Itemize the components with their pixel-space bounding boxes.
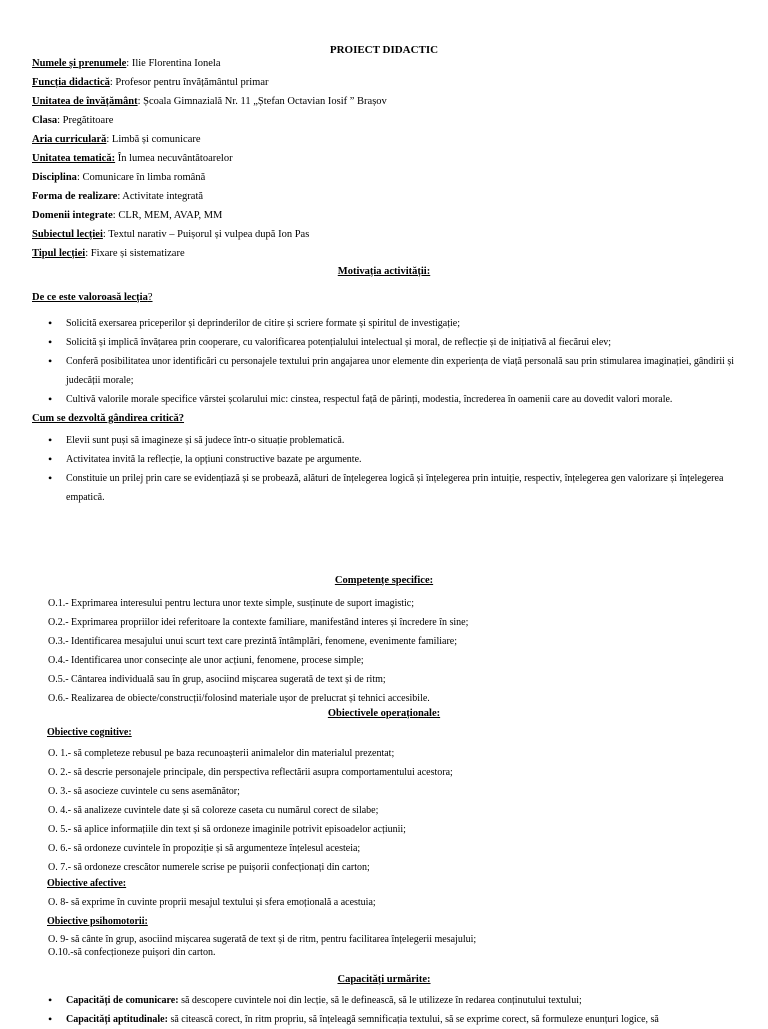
field-value: : Profesor pentru învățământul primar	[109, 77, 269, 88]
list-item: O. 9- să cânte în grup, asociind mișcarea sugerată de text și de ritm, pentru facilitarea înțelegerii mesajului;	[48, 934, 477, 945]
capacity-label: Capacități de comunicare:	[66, 995, 179, 1006]
list-item: O. 2.- să descrie personajele principale, din perspectiva reflectării asupra comportamentului acestora;	[48, 767, 453, 778]
field-nume	[32, 58, 220, 69]
list-item: O. 4.- să analizeze cuvintele date și să coloreze caseta cu numărul corect de silabe;	[48, 805, 379, 816]
list-item: • Elevii sunt puși să imagineze și să judece într-o situație problematică.	[48, 431, 760, 450]
field-aria	[32, 134, 201, 145]
field-label: Subiectul lecției	[32, 229, 103, 240]
list-item: • Cultivă valorile morale specifice vârstei școlarului mic: cinstea, respectul față de părinți, modestia, încrederea în oamenii care au dovedit valori morale.	[48, 390, 760, 409]
field-label: Domenii integrate	[32, 210, 113, 221]
field-functia	[32, 77, 269, 88]
bullet-list-valoare	[48, 314, 760, 409]
list-item: O.3.- Identificarea mesajului unui scurt text care prezintă întâmplări, fenomene, evenimente familiare;	[48, 636, 457, 647]
section-heading-operationale: Obiectivele operaționale:	[327, 708, 441, 719]
field-value: : CLR, MEM, AVAP, MM	[112, 210, 223, 221]
field-value: : Limbă și comunicare	[106, 134, 201, 145]
list-item: O.10.-să confecționeze puișori din carton.	[48, 947, 216, 958]
question-heading-valoare	[32, 292, 153, 303]
field-value: : Școala Gimnazială Nr. 11 „Ștefan Octavian Iosif ” Brașov	[137, 96, 387, 107]
subheading-cognitive: Obiective cognitive:	[47, 727, 132, 738]
capacity-text: să citească corect, în ritm propriu, să înțeleagă semnificația textului, să se exprime corect, să formuleze enunțuri logice, să	[167, 1014, 659, 1025]
section-heading-competente: Competențe specifice:	[334, 575, 434, 586]
field-value: : Activitate integrată	[117, 191, 204, 202]
field-label: Unitatea de învățământ	[32, 96, 138, 107]
field-label: Forma de realizare	[32, 191, 118, 202]
subheading-afective: Obiective afective:	[47, 878, 127, 889]
field-value: : Textul narativ – Puișorul și vulpea după Ion Pas	[102, 229, 310, 240]
cognitive-list	[48, 744, 748, 877]
field-clasa	[32, 115, 113, 126]
field-unitatea-tematica	[32, 153, 233, 164]
section-heading-capacitati: Capacități urmărite:	[337, 974, 431, 985]
competente-list	[48, 594, 748, 708]
field-subiectul	[32, 229, 309, 240]
field-label: Unitatea tematică:	[32, 153, 116, 164]
list-item: O.1.- Exprimarea interesului pentru lectura unor texte simple, susținute de suport imagistic;	[48, 598, 415, 609]
list-item: O. 3.- să asocieze cuvintele cu sens asemănător;	[48, 786, 240, 797]
capacity-text: să descopere cuvintele noi din lecție, să le definească, să le utilizeze în redarea conținutului textului;	[178, 995, 582, 1006]
field-value: : Ilie Florentina Ionela	[126, 58, 221, 69]
field-value: : Fixare și sistematizare	[85, 248, 185, 259]
field-label: Disciplina	[32, 172, 77, 183]
list-item: O.6.- Realizarea de obiecte/construcții/folosind materiale ușor de prelucrat și tehnici accesibile.	[48, 693, 430, 704]
question-mark: ?	[147, 292, 153, 303]
field-value: : Comunicare în limba română	[76, 172, 206, 183]
field-disciplina	[32, 172, 205, 183]
document-title: PROIECT DIDACTIC	[329, 44, 439, 56]
field-value: : Pregătitoare	[57, 115, 114, 126]
field-label: Aria curriculară	[32, 134, 107, 145]
list-item: O. 5.- să aplice informațiile din text și să ordoneze imaginile potrivit episoadelor acțiunii;	[48, 824, 406, 835]
list-item: O. 1.- să completeze rebusul pe baza recunoașterii animalelor din materialul prezentat;	[48, 748, 395, 759]
question-heading-gandire	[32, 413, 184, 424]
list-item: • Solicită exersarea priceperilor și deprinderilor de citire și scriere formate și spiritul de investigație;	[48, 314, 760, 333]
field-domenii	[32, 210, 222, 221]
field-forma	[32, 191, 203, 202]
list-item: • Activitatea invită la reflecție, la opțiuni constructive bazate pe argumente.	[48, 450, 760, 469]
list-item: • Conferă posibilitatea unor identificări cu personajele textului prin angajarea unor elemente din experiența de viață personală sau prin stimularea imaginației, gândirii și judecății morale;	[48, 352, 760, 390]
question-label: De ce este valoroasă lecția	[32, 292, 148, 303]
list-item: O. 6.- să ordoneze cuvintele în propoziție și să argumenteze înțelesul acesteia;	[48, 843, 361, 854]
subheading-psihomotorii: Obiective psihomotorii:	[47, 916, 148, 927]
list-item: O. 8- să exprime în cuvinte proprii mesajul textului și sfera emoțională a acestuia;	[48, 897, 376, 908]
list-item: • Constituie un prilej prin care se evidențiază și se probează, alături de înțelegerea logică și înțelegerea prin intuiție, respectiv, înțelegerea gen valorizare și înțelegerea empatică.	[48, 469, 760, 507]
list-item: • Solicită și implică învățarea prin cooperare, cu valorificarea potențialului intelectual și moral, de reflecție și de inițiativă al fiecărui elev;	[48, 333, 760, 352]
capacity-label: Capacități aptitudinale:	[66, 1014, 168, 1025]
list-item: O.5.- Cântarea individuală sau în grup, asociind mișcarea sugerată de text și de ritm;	[48, 674, 386, 685]
field-tipul	[32, 248, 185, 259]
field-label: Numele și prenumele	[32, 58, 127, 69]
bullet-list-gandire	[48, 431, 760, 507]
field-unitatea	[32, 96, 387, 107]
field-label: Clasa	[32, 115, 58, 126]
list-item: O. 7.- să ordoneze crescător numerele scrise pe puișorii confecționați din carton;	[48, 862, 370, 873]
list-item	[48, 1010, 760, 1029]
field-label: Tipul lecției	[32, 248, 86, 259]
capacitati-list	[48, 991, 760, 1029]
list-item: O.4.- Identificarea unor consecințe ale unor acțiuni, fenomene, procese simple;	[48, 655, 364, 666]
section-heading-motivatie: Motivația activității:	[337, 266, 431, 277]
list-item: O.2.- Exprimarea propriilor idei referitoare la contexte familiare, manifestând interes și încredere în sine;	[48, 617, 469, 628]
field-value: În lumea necuvântătoarelor	[115, 153, 233, 164]
list-item	[48, 991, 760, 1010]
question-label: Cum se dezvoltă gândirea critică?	[32, 413, 185, 424]
field-label: Funcția didactică	[32, 77, 110, 88]
